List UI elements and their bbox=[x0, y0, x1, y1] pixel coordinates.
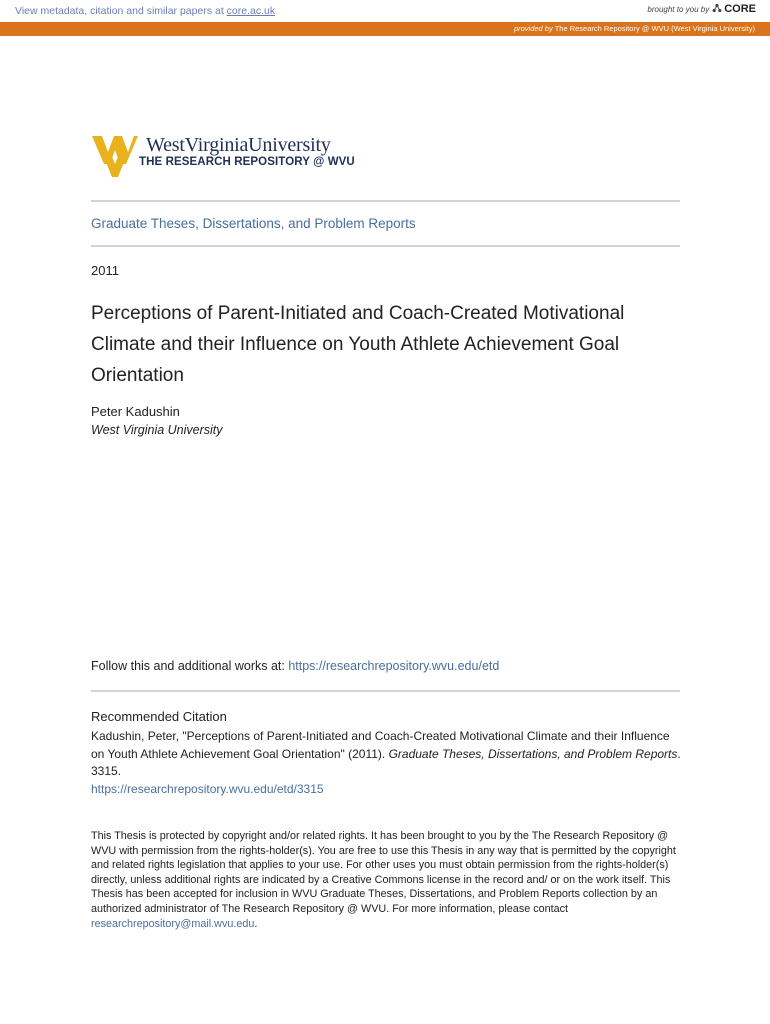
notice-text: This Thesis is protected by copyright and/or related rights. It has been brought to you by the The Research Repository @ WVU with permission from the rights-holder(s). You are free to use this Thesis in any way that is permitted by the copyright and related rights legislation that applies to your use. For other uses you must obtain permission from the rights-holder(s) directly, unless additional rights are indicated by a Creative Commons license in the record and/ or on the work itself. This Thesis has been accepted for inclusion in WVU Graduate Theses, Dissertations, and Problem Reports collection by an authorized administrator of The Research Repository @ WVU. For more information, please contact bbox=[91, 830, 676, 915]
series-link[interactable]: Graduate Theses, Dissertations, and Problem Reports bbox=[91, 216, 416, 231]
author-affiliation: West Virginia University bbox=[91, 423, 223, 437]
divider bbox=[91, 245, 680, 247]
citation-heading: Recommended Citation bbox=[91, 709, 227, 724]
citation-number: . 3315. bbox=[91, 746, 681, 778]
citation-series: Graduate Theses, Dissertations, and Problem Reports bbox=[388, 746, 678, 761]
university-name: WestVirginiaUniversity bbox=[146, 134, 331, 156]
core-banner bbox=[0, 0, 770, 22]
provided-text: The Research Repository @ WVU (West Virginia University) bbox=[554, 24, 755, 33]
flying-wv-icon bbox=[92, 130, 138, 178]
citation-link[interactable]: https://researchrepository.wvu.edu/etd/3315 bbox=[91, 781, 324, 796]
follow-line bbox=[91, 659, 499, 673]
citation-body bbox=[91, 728, 681, 798]
core-logo[interactable] bbox=[712, 3, 756, 15]
repository-name: THE RESEARCH REPOSITORY @ WVU bbox=[139, 156, 355, 168]
core-label: CORE bbox=[724, 3, 756, 15]
contact-email[interactable]: researchrepository@mail.wvu.edu bbox=[91, 917, 255, 930]
divider bbox=[91, 690, 680, 692]
core-logo-icon bbox=[712, 3, 722, 15]
follow-text: Follow this and additional works at: bbox=[91, 659, 289, 673]
provided-by bbox=[514, 24, 755, 33]
rights-notice bbox=[91, 829, 681, 931]
core-url[interactable]: core.ac.uk bbox=[226, 5, 276, 17]
brought-text: brought to you by bbox=[647, 4, 710, 14]
citation-text: Kadushin, Peter, "Perceptions of Parent-Initiated and Coach-Created Motivational Climate and their Influence on Youth Athlete Achievement Goal Orientation" (2011). bbox=[91, 729, 670, 761]
follow-link[interactable]: https://researchrepository.wvu.edu/etd bbox=[288, 659, 500, 673]
author-name: Peter Kadushin bbox=[91, 404, 180, 419]
brought-to-you bbox=[647, 3, 756, 15]
thesis-title: Perceptions of Parent-Initiated and Coach-Created Motivational Climate and their Influence on Youth Athlete Achievement Goal Orientation bbox=[91, 303, 625, 386]
core-metadata-link[interactable] bbox=[15, 5, 275, 17]
wvu-logo bbox=[92, 130, 372, 178]
notice-end: . bbox=[254, 917, 258, 930]
publication-year: 2011 bbox=[91, 263, 119, 278]
metadata-text: View metadata, citation and similar papers at bbox=[15, 5, 227, 17]
provided-prefix: provided by bbox=[513, 24, 553, 33]
divider bbox=[91, 200, 680, 202]
